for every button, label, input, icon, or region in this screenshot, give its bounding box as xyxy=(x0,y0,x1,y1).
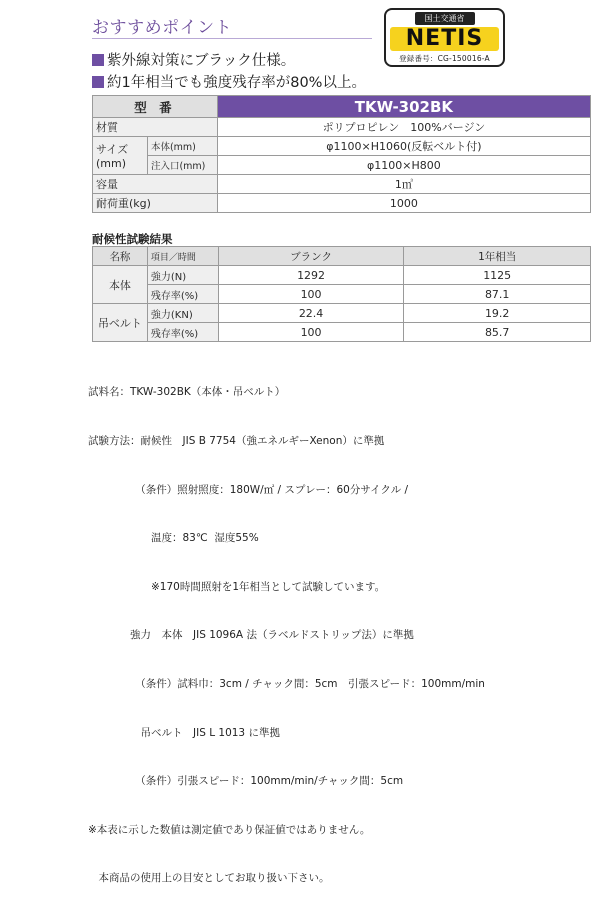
column-header: 項目／時間 xyxy=(147,247,218,266)
capacity-value: 1㎥ xyxy=(217,175,590,194)
feature-text: 約1年相当でも強度残存率が80%以上。 xyxy=(107,75,366,91)
note-line: ※170時間照射を1年相当として試験しています。 xyxy=(88,580,386,593)
capacity-label: 容量 xyxy=(93,175,218,194)
row-item: 強力(KN) xyxy=(147,304,218,323)
table-row xyxy=(93,285,591,304)
square-bullet-icon xyxy=(92,76,104,88)
square-bullet-icon xyxy=(92,54,104,66)
body-size-value: φ1100×H1060(反転ベルト付) xyxy=(217,137,590,156)
material-label: 材質 xyxy=(93,118,218,137)
one-year-value: 87.1 xyxy=(404,285,591,304)
row-item: 残存率(%) xyxy=(147,285,218,304)
row-name: 吊ベルト xyxy=(93,304,148,342)
table-row xyxy=(93,96,591,118)
spec-table xyxy=(92,95,591,213)
note-line: 温度：83℃ 湿度55% xyxy=(88,532,259,545)
table-row xyxy=(93,118,591,137)
row-item: 残存率(%) xyxy=(147,323,218,342)
title-underline xyxy=(92,38,372,39)
material-value: ポリプロピレン 100%バージン xyxy=(217,118,590,137)
weather-section-title: 耐候性試験結果 xyxy=(92,232,173,246)
feature-bullet xyxy=(92,49,295,70)
size-label-line: サイズ xyxy=(96,143,129,156)
note-line: 本商品の使用上の目安としてお取り扱い下さい。 xyxy=(88,872,330,885)
note-line: （条件）試料巾：3cm / チャック間：5cm 引張スピード：100mm/min xyxy=(88,677,485,690)
model-number: TKW-302BK xyxy=(217,96,590,118)
note-line: （条件）引張スピード：100mm/min/チャック間：5cm xyxy=(88,775,404,788)
size-label xyxy=(93,137,148,175)
table-row xyxy=(93,266,591,285)
weather-table xyxy=(92,246,591,342)
column-header: ブランク xyxy=(218,247,404,266)
blank-value: 100 xyxy=(218,323,404,342)
size-label-unit: (mm) xyxy=(96,157,127,170)
table-row xyxy=(93,175,591,194)
inlet-size-label: 注入口(mm) xyxy=(147,156,217,175)
note-line: ※本表に示した数値は測定値であり保証値ではありません。 xyxy=(88,823,371,836)
blank-value: 100 xyxy=(218,285,404,304)
inlet-size-value: φ1100×H800 xyxy=(217,156,590,175)
netis-brand: NETIS xyxy=(390,27,499,51)
one-year-value: 1125 xyxy=(404,266,591,285)
body-size-label: 本体(mm) xyxy=(147,137,217,156)
column-header: 1年相当 xyxy=(404,247,591,266)
netis-logo xyxy=(384,8,505,67)
note-line: 試料名：TKW-302BK（本体・吊ベルト） xyxy=(88,386,286,399)
row-item: 強力(N) xyxy=(147,266,218,285)
feature-bullet xyxy=(92,71,366,92)
table-header-row xyxy=(93,247,591,266)
page-title: おすすめポイント xyxy=(92,18,233,38)
table-row xyxy=(93,156,591,175)
note-line: 試験方法：耐候性 JIS B 7754（強エネルギーXenon）に準拠 xyxy=(88,435,385,447)
row-name: 本体 xyxy=(93,266,148,304)
netis-ministry: 国土交通省 xyxy=(415,12,475,25)
note-line: 強力 本体 JIS 1096A 法（ラベルドストリップ法）に準拠 xyxy=(88,629,414,642)
feature-text: 紫外線対策にブラック仕様。 xyxy=(107,53,296,69)
column-header: 名称 xyxy=(93,247,148,266)
blank-value: 1292 xyxy=(218,266,404,285)
one-year-value: 85.7 xyxy=(404,323,591,342)
load-label: 耐荷重(kg) xyxy=(93,194,218,213)
table-row xyxy=(93,137,591,156)
table-row xyxy=(93,323,591,342)
load-value: 1000 xyxy=(217,194,590,213)
model-header-label: 型 番 xyxy=(93,96,218,118)
blank-value: 22.4 xyxy=(218,304,404,323)
note-line: 吊ベルト JIS L 1013 に準拠 xyxy=(88,726,280,739)
one-year-value: 19.2 xyxy=(404,304,591,323)
table-row xyxy=(93,304,591,323)
test-notes xyxy=(88,352,485,903)
note-line: （条件）照射照度：180W/㎡ / スプレー：60分サイクル / xyxy=(88,483,408,496)
table-row xyxy=(93,194,591,213)
netis-registration: 登録番号：CG-150016-A xyxy=(399,54,490,63)
